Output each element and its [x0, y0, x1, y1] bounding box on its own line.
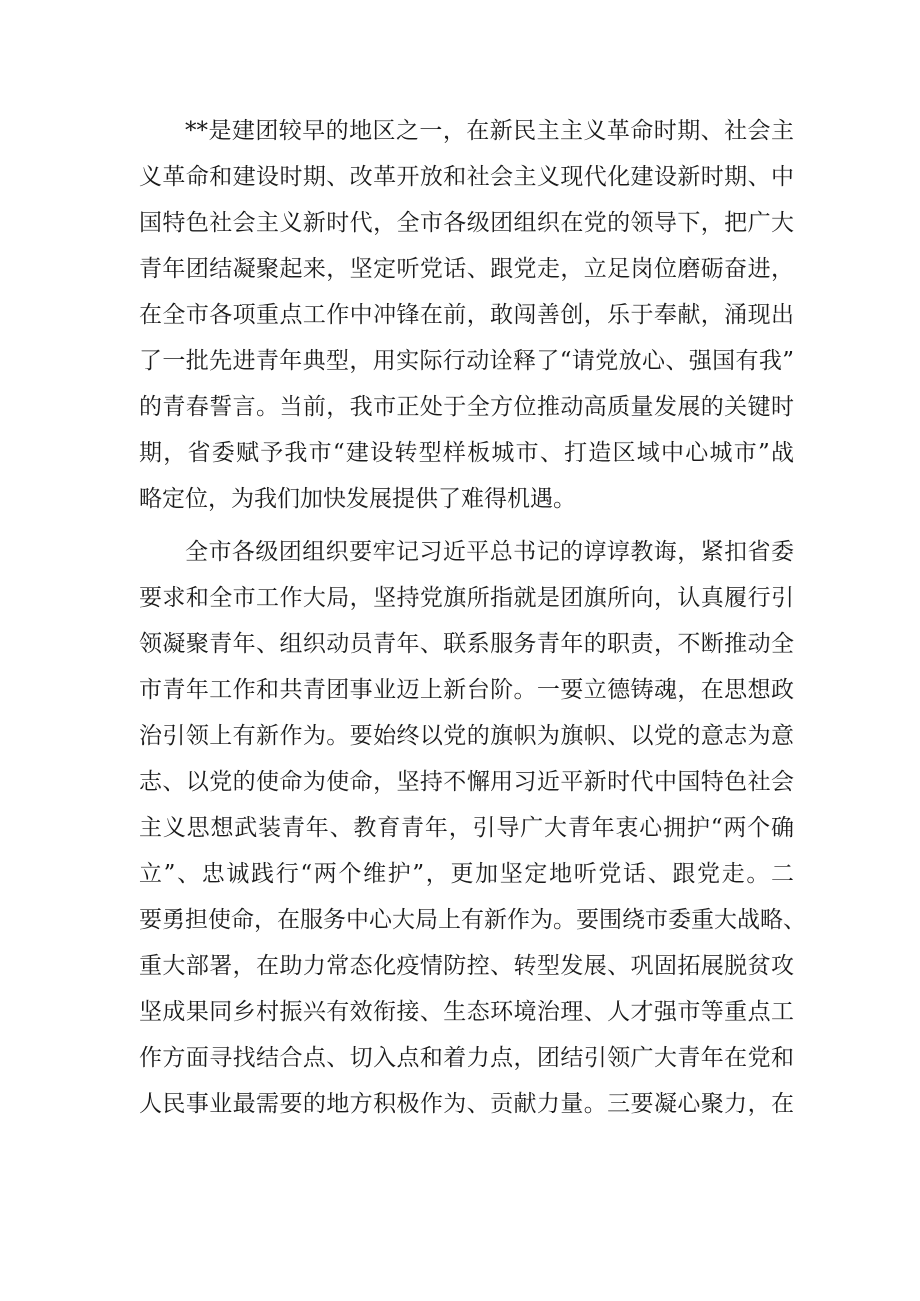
paragraph-2-line: 作方面寻找结合点、切入点和着力点，团结引领广大青年在党和	[139, 1045, 794, 1071]
paragraph-2-line: 要勇担使命，在服务中心大局上有新作为。要围绕市委重大战略、	[139, 907, 806, 933]
paragraph-1-line: **是建团较早的地区之一，在新民主主义革命时期、社会主	[185, 118, 794, 144]
paragraph-1-line: 了一批先进青年典型，用实际行动诠释了“请党放心、强国有我”	[139, 348, 794, 374]
paragraph-1-last-line: 略定位，为我们加快发展提供了难得机遇。	[139, 486, 576, 512]
paragraph-1-line: 义革命和建设时期、改革开放和社会主义现代化建设新时期、中	[139, 164, 794, 190]
paragraph-2-line: 领凝聚青年、组织动员青年、联系服务青年的职责，不断推动全	[139, 631, 794, 657]
paragraph-2-line: 人民事业最需要的地方积极作为、贡献力量。三要凝心聚力，在	[139, 1091, 794, 1117]
paragraph-2-line: 志、以党的使命为使命，坚持不懈用习近平新时代中国特色社会	[139, 769, 794, 795]
paragraph-1-line: 的青春誓言。当前，我市正处于全方位推动高质量发展的关键时	[139, 394, 794, 420]
paragraph-1-line: 期，省委赋予我市“建设转型样板城市、打造区域中心城市”战	[139, 440, 794, 466]
paragraph-1-line: 青年团结凝聚起来，坚定听党话、跟党走，立足岗位磨砺奋进，	[139, 256, 794, 282]
paragraph-2-line: 立”、忠诚践行“两个维护”，更加坚定地听党话、跟党走。二	[139, 861, 794, 887]
paragraph-2-line: 要求和全市工作大局，坚持党旗所指就是团旗所向，认真履行引	[139, 585, 794, 611]
paragraph-2-line: 全市各级团组织要牢记习近平总书记的谆谆教诲，紧扣省委	[185, 539, 794, 565]
paragraph-2-line: 治引领上有新作为。要始终以党的旗帜为旗帜、以党的意志为意	[139, 723, 794, 749]
paragraph-2-line: 重大部署，在助力常态化疫情防控、转型发展、巩固拓展脱贫攻	[139, 953, 794, 979]
paragraph-1-line: 在全市各项重点工作中冲锋在前，敢闯善创，乐于奉献，涌现出	[139, 302, 794, 328]
paragraph-2-line: 主义思想武装青年、教育青年，引导广大青年衷心拥护“两个确	[139, 815, 794, 841]
paragraph-2-line: 坚成果同乡村振兴有效衔接、生态环境治理、人才强市等重点工	[139, 999, 794, 1025]
paragraph-2-line: 市青年工作和共青团事业迈上新台阶。一要立德铸魂，在思想政	[139, 677, 794, 703]
paragraph-1-line: 国特色社会主义新时代，全市各级团组织在党的领导下，把广大	[139, 210, 794, 236]
